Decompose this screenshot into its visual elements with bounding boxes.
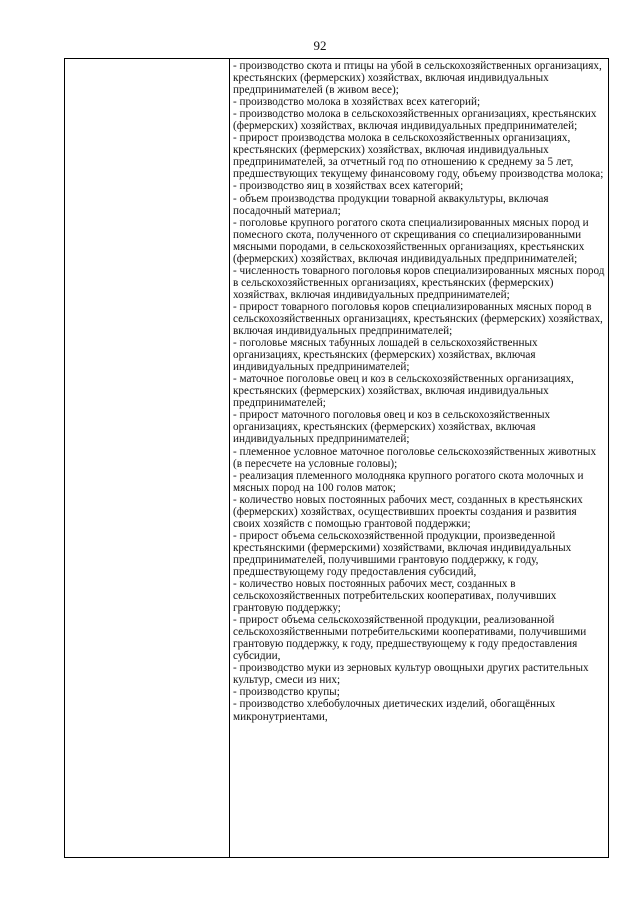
indicator-item: - реализация племенного молодняка крупного рогатого скота молочных и мясных пород на 100 голов маток;: [233, 469, 584, 494]
indicator-item: - производство молока в сельскохозяйственных организациях, крестьянских (фермерских) хозяйствах, включая индивидуальных предпринимателей;: [233, 108, 597, 133]
indicator-item: - численность товарного поголовья коров специализированных мясных пород в сельскохозяйственных организациях, крестьянских (фермерских) хозяйствах, включая индивидуальных предпринимателей;: [233, 264, 605, 301]
table-left-cell: [65, 59, 230, 857]
indicator-item: - производство скота и птицы на убой в сельскохозяйственных организациях, крестьянских (фермерских) хозяйствах, включая индивидуальных предпринимателей (в живом весе);: [233, 60, 602, 97]
indicator-item: - прирост маточного поголовья овец и коз в сельскохозяйственных организациях, крестьянских (фермерских) хозяйствах, включая индивидуальных предпринимателей;: [233, 409, 551, 446]
indicator-item: - производство молока в хозяйствах всех категорий;: [233, 96, 481, 109]
indicators-table: [64, 58, 609, 858]
indicator-item: - прирост производства молока в сельскохозяйственных организациях, крестьянских (фермерских) хозяйствах, включая индивидуальных предпринимателей, за отчетный год по отношению к среднему за 5 лет, предшествующих текущему финансовому году, объему производства молока;: [233, 132, 604, 181]
indicator-item: - производство хлебобулочных диетических изделий, обогащённых микронутриентами,: [233, 698, 556, 723]
indicator-item: - количество новых постоянных рабочих мест, созданных в сельскохозяйственных потребительских кооперативах, получивших грантовую поддержку;: [233, 578, 557, 615]
indicator-item: - прирост объема сельскохозяйственной продукции, реализованной сельскохозяйственными потребительскими кооперативами, получившими грантовую поддержку, к году, предшествующему к году предоставления субсидии,: [233, 614, 587, 663]
indicator-item: - объем производства продукции товарной аквакультуры, включая посадочный материал;: [233, 192, 549, 217]
indicator-item: - маточное поголовье овец и коз в сельскохозяйственных организациях, крестьянских (фермерских) хозяйствах, включая индивидуальных предпринимателей;: [233, 373, 574, 410]
indicator-item: - поголовье мясных табунных лошадей в сельскохозяйственных организациях, крестьянских (фермерских) хозяйствах, включая индивидуальных предпринимателей;: [233, 337, 538, 374]
indicator-item: - производство яиц в хозяйствах всех категорий;: [233, 180, 464, 193]
table-right-cell: [233, 60, 605, 723]
indicator-item: - производство муки из зерновых культур овощныхи других растительных культур, смеси из них;: [233, 662, 589, 687]
indicator-item: - племенное условное маточное поголовье сельскохозяйственных животных (в пересчете на условные головы);: [233, 445, 597, 470]
page-number: 92: [313, 38, 327, 53]
indicator-item: - производство крупы;: [233, 686, 340, 699]
indicator-item: - прирост объема сельскохозяйственной продукции, произведенной крестьянскими (фермерскими) хозяйствами, включая индивидуальных предпринимателей, получившими грантовую поддержку, к году, предшествующему году предоставления субсидий,: [233, 529, 572, 578]
indicator-item: - поголовье крупного рогатого скота специализированных мясных пород и помесного скота, полученного от скрещивания со специализированными мясными породами, в сельскохозяйственных организациях, крестьянских (фермерских) хозяйствах, включая индивидуальных предпринимателей;: [233, 216, 589, 265]
indicator-item: - прирост товарного поголовья коров специализированных мясных пород в сельскохозяйственных организациях, крестьянских (фермерских) хозяйствах, включая индивидуальных предпринимателей;: [233, 300, 603, 338]
indicator-item: - количество новых постоянных рабочих мест, созданных в крестьянских (фермерских) хозяйствах, осуществивших проекты создания и развития своих хозяйств с помощью грантовой поддержки;: [233, 493, 583, 530]
